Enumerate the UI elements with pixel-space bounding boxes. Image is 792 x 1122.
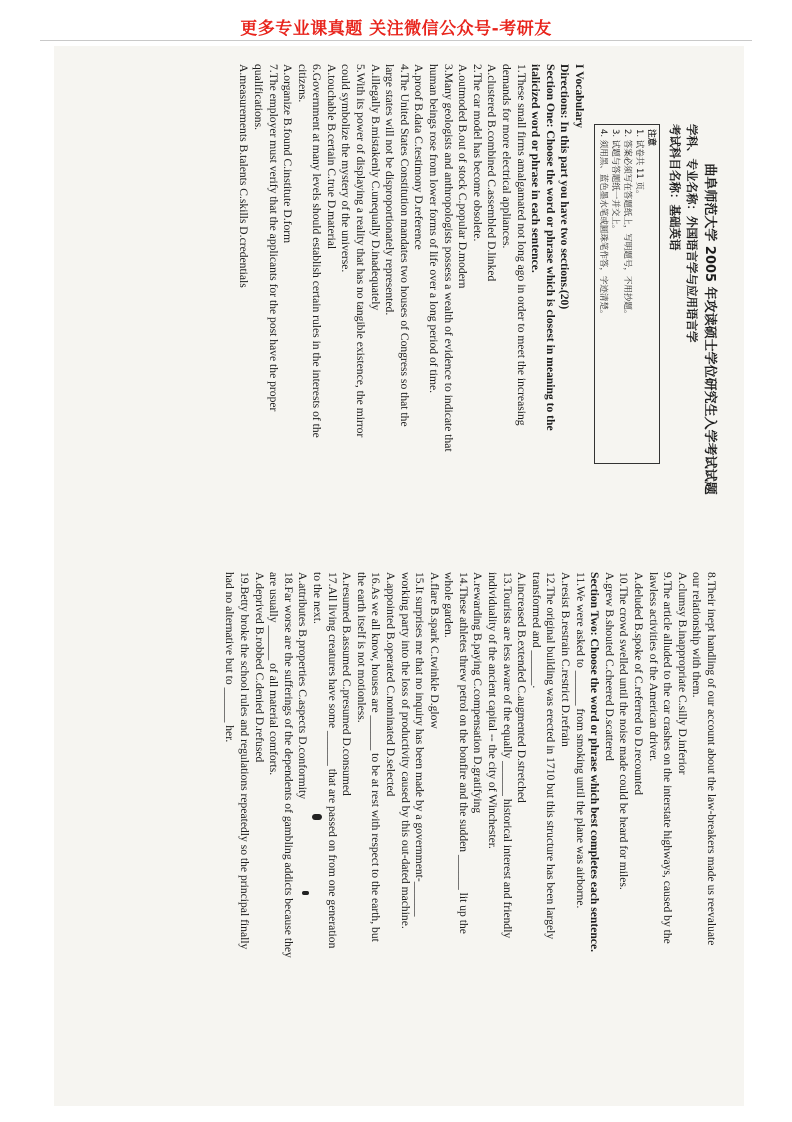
question-line: whole garden. [442, 572, 456, 638]
question-line: the earth itself is not motionless. [354, 572, 368, 723]
answer-options: A.appointed B.operated C.nominated D.selected [383, 572, 397, 797]
exam-note: 4. 须用黑、蓝色墨水笔或圆珠笔作答，字迹清楚。 [598, 129, 608, 319]
question-line: 11.We were asked to ______ from smoking until the plane was airborne. [573, 572, 587, 909]
answer-options: A.outmoded B.out of stock C.popular D.modern [456, 64, 470, 289]
question-line: 16.As we all know, houses are ______ to be at rest with respect to the earth, but [369, 572, 383, 942]
question-line: 13.Tourists are less aware of the equally ______ historical interest and friendly [500, 572, 514, 939]
section-one-heading: Section One: Choose the word or phrase which is closest in meaning to the [543, 64, 557, 431]
question-line: demands for more electrical appliances. [500, 64, 514, 249]
question-line: human beings rose from lower forms of life over a long period of time. [427, 64, 441, 394]
question-line: 4.The United States Constitution mandates two houses of Congress so that the [397, 64, 411, 427]
exam-subject: 考试科目名称：基础英语 [668, 124, 682, 251]
question-line: to the next. [310, 572, 324, 624]
question-line: 19.Betty broke the school rules and regulations repeatedly so the principal finally [238, 572, 251, 950]
answer-options: A.clustered B.combined C.assembled D.linked [485, 64, 499, 282]
answer-options: A.proof B.data C.testimony D.reference [412, 64, 426, 250]
exam-column-right [98, 572, 718, 1102]
answer-options: A.measurements B.talents C.skills D.credentials [237, 64, 251, 288]
exam-notes-label: 注意 [646, 129, 656, 147]
scan-speck [302, 891, 309, 895]
exam-note: 1. 试卷共 11 页。 [634, 129, 644, 199]
question-line: 8.Their inept handling of our account about the law-breakers made us reevaluate [705, 572, 718, 946]
answer-options: A.increased B.extended C.augmented D.stretched [515, 572, 529, 803]
question-line: 1.These small firms amalgamated not long ago in order to meet the increasing [514, 64, 528, 426]
exam-column-left [98, 64, 718, 594]
directions: Directions: In this part you have two sections.(20) [558, 64, 572, 310]
question-line: individuality of the ancient capital -- the city of Winchester. [486, 572, 500, 849]
question-line: citizens. [295, 64, 309, 103]
answer-options: A.grew B.shouted C.cheered D.scattered [602, 572, 616, 761]
section-heading: I Vocabulary [573, 64, 586, 129]
question-line: 5.With its power of displaying a reality that has no tangible existence, the mirror [354, 64, 368, 438]
question-line: are usually ______ of all material comforts. [267, 572, 281, 776]
exam-note: 3. 试题与答题纸一并交上。 [610, 129, 620, 234]
answer-options: A.clumsy B.inappropriate C.silly D.inferior [675, 572, 689, 775]
question-line: our relationship with them. [690, 572, 704, 698]
answer-options: A.organize B.found C.institute D.form [281, 64, 295, 244]
section-one-heading: italicized word or phrase in each sentence. [529, 64, 543, 273]
answer-options: A.illegally B.mistakenly C.unequally D.inadequately [368, 64, 382, 311]
question-line: 18.Far worse are the sufferings of the dependents of gambling addicts because they [281, 572, 295, 958]
question-line: transformed and ______. [529, 572, 543, 689]
question-line: 14.These athletes threw petrol on the bonfire and the sudden ______ lit up the [456, 572, 470, 934]
exam-note: 2. 答案必须写在答题纸上，写明题号，不用抄题。 [622, 129, 632, 319]
answer-options: A.resist B.restrain C.restrict D.refrain [559, 572, 573, 747]
exam-major: 学科、专业名称：外国语言学与应用语言学 [685, 124, 699, 343]
question-line: large states will not be disproportionately represented. [383, 64, 397, 316]
question-line: 6.Government at many levels should establish certain rules in the interests of the [310, 64, 324, 438]
question-line: qualifications. [251, 64, 265, 131]
question-line: lawless activities of the American driver. [646, 572, 660, 762]
question-line: 15.It surprises me that no inquiry has been made by a government-______ [413, 572, 427, 917]
answer-options: A.resumed B.assumed C.presumed D.consumed [340, 572, 354, 796]
answer-options: A.rewarding B.paying C.compensation D.gratifying [471, 572, 485, 814]
question-line: 17.All living creatures have some ______ that are passed on from one generation [325, 572, 339, 949]
answer-options: A.touchable B.certain C.true D.material [324, 64, 338, 250]
question-line: 12.The original building was erected in 1710 but this structure has been largely [544, 572, 558, 940]
scan-speck [312, 814, 322, 820]
banner-divider [40, 40, 752, 41]
question-line: could symbolize the mystery of the universe. [339, 64, 353, 273]
exam-notes-box [594, 124, 660, 464]
question-line: 7.The employer must verify that the applicants for the post have the proper [266, 64, 280, 412]
answer-options: A.deprived B.robbed C.denied D.refused [252, 572, 266, 763]
answer-options: A.attributes B.properties C.aspects D.conformity [296, 572, 310, 799]
question-line: 9.The article alluded to the car crashes on the interstate highways, caused by the [661, 572, 675, 944]
question-line: 2.The car model has become obsolete. [470, 64, 484, 242]
question-line: had no alternative but to ______ her. [223, 572, 237, 743]
question-line: 10.The crowd swelled until the noise made could be heard for miles. [617, 572, 631, 890]
scanned-page [54, 46, 744, 1106]
question-line: working party into the loss of productivity caused by this out-dated machine. [398, 572, 412, 929]
section-two-heading: Section Two: Choose the word or phrase which best completes each sentence. [588, 572, 602, 952]
answer-options: A.flare B.spark C.twinkle D.glow [427, 572, 441, 729]
exam-title: 曲阜师范大学 2005 年攻读硕士学位研究生入学考试试题 [702, 163, 717, 495]
question-line: 3.Many geologists and anthropologists possess a wealth of evidence to indicate that [441, 64, 455, 452]
answer-options: A.deluded B.spoke of C.referred to D.recounted [632, 572, 646, 796]
banner: 更多专业课真题 关注微信公众号-考研友 [240, 19, 552, 39]
